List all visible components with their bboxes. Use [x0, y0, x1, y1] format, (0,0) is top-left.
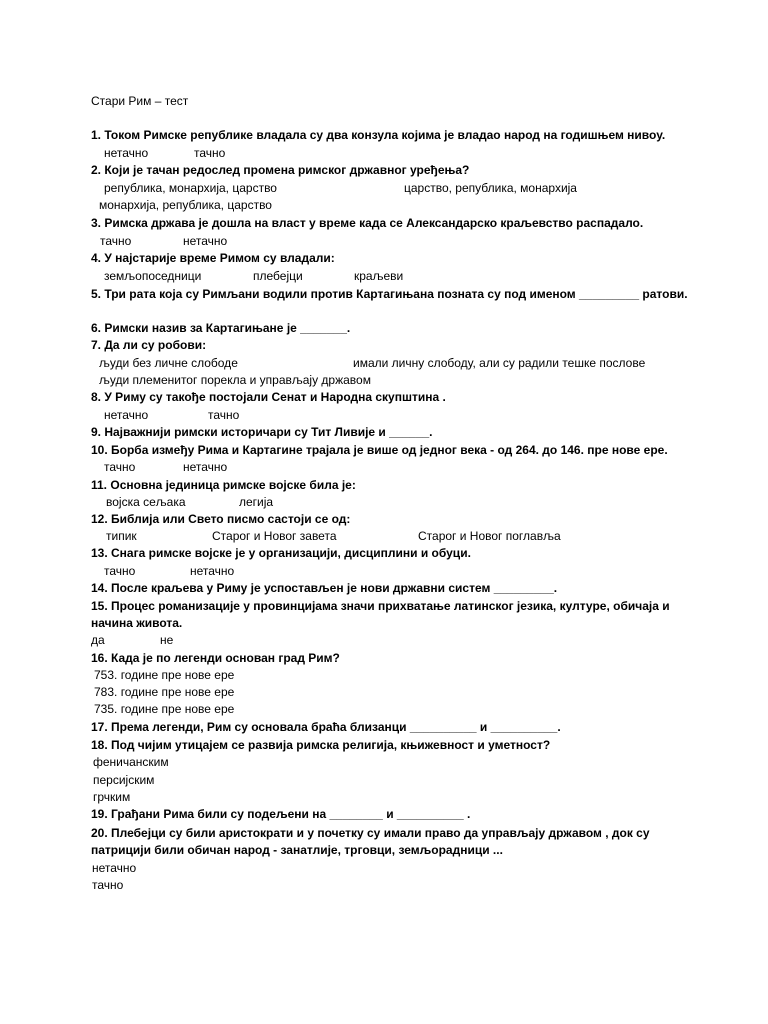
option: земљопоседници [104, 269, 202, 283]
question-13: 13. Снага римске војске је у организацији, дисциплини и обуци. [91, 546, 471, 560]
option: тачно [208, 408, 240, 422]
question-9: 9. Најважнији римски историчари су Тит Ливије и ______. [91, 425, 433, 439]
question-14: 14. После краљева у Риму је успостављен је нови државни систем _________. [91, 581, 558, 595]
option: да [91, 633, 105, 647]
option: грчким [93, 790, 131, 804]
question-20: 20. Плебејци су били аристократи и у почетку су имали право да управљају државом , док су патрицији били обичан народ - занатлије, трговци, земљорадници ... [91, 826, 650, 857]
question-19: 19. Грађани Рима били су подељени на ________ и __________ . [91, 807, 471, 821]
option: тачно [92, 878, 124, 892]
option: република, монархија, царство [104, 181, 277, 195]
option: тачно [104, 460, 136, 474]
option: нетачно [104, 408, 149, 422]
question-17: 17. Према легенди, Рим су основала браћа близанци __________ и __________. [91, 720, 561, 734]
option: персијским [93, 773, 155, 787]
question-15: 15. Процес романизације у провинцијама значи прихватање латинског језика, културе, обичаја и начина живота. [91, 599, 670, 630]
option: нетачно [104, 146, 149, 160]
question-3: 3. Римска држава је дошла на власт у време када се Александарско краљевство распадало. [91, 216, 644, 230]
option: легија [239, 495, 274, 509]
option: имали личну слободу, али су радили тешке послове [353, 356, 646, 370]
option: 735. године пре нове ере [94, 702, 235, 716]
option: нетачно [92, 861, 137, 875]
option: монархија, република, царство [99, 198, 272, 212]
question-4: 4. У најстарије време Римом су владали: [91, 251, 335, 265]
question-8: 8. У Риму су такође постојали Сенат и Народна скупштина . [91, 390, 446, 404]
question-5: 5. Три рата која су Римљани водили против Картагињана позната су под именом _________ ратови. [91, 287, 688, 301]
question-11: 11. Основна јединица римске војске била је: [91, 478, 356, 492]
question-6: 6. Римски назив за Картагињане је _______. [91, 321, 351, 335]
question-18: 18. Под чијим утицајем се развија римска религија, књижевност и уметност? [91, 738, 551, 752]
question-16: 16. Када је по легенди основан град Рим? [91, 651, 340, 665]
document-title: Стари Рим – тест [91, 94, 189, 108]
option: људи без личне слободе [99, 356, 238, 370]
option: тачно [100, 234, 132, 248]
option: људи племенитог порекла и управљају државом [99, 373, 371, 387]
option: Старог и Новог завета [212, 529, 337, 543]
option: краљеви [354, 269, 404, 283]
option: нетачно [190, 564, 235, 578]
question-7: 7. Да ли су робови: [91, 338, 207, 352]
option: тачно [104, 564, 136, 578]
option: феничанским [93, 755, 169, 769]
question-10: 10. Борба између Рима и Картагине трајала је више од једног века - од 264. до 146. пре нове ере. [91, 443, 668, 457]
option: тачно [194, 146, 226, 160]
question-1: 1. Током Римске републике владала су два конзула којима је владао народ на годишњем нивоу. [91, 128, 666, 142]
option: царство, република, монархија [404, 181, 577, 195]
option: 753. године пре нове ере [94, 668, 235, 682]
option: војска сељака [106, 495, 186, 509]
question-12: 12. Библија или Свето писмо састоји се од: [91, 512, 351, 526]
option: нетачно [183, 234, 228, 248]
option: нетачно [183, 460, 228, 474]
option: Старог и Новог поглавља [418, 529, 561, 543]
option: 783. године пре нове ере [94, 685, 235, 699]
question-2: 2. Који је тачан редослед промена римског државног уређења? [91, 163, 470, 177]
option: типик [106, 529, 137, 543]
option: не [160, 633, 174, 647]
option: плебејци [253, 269, 303, 283]
